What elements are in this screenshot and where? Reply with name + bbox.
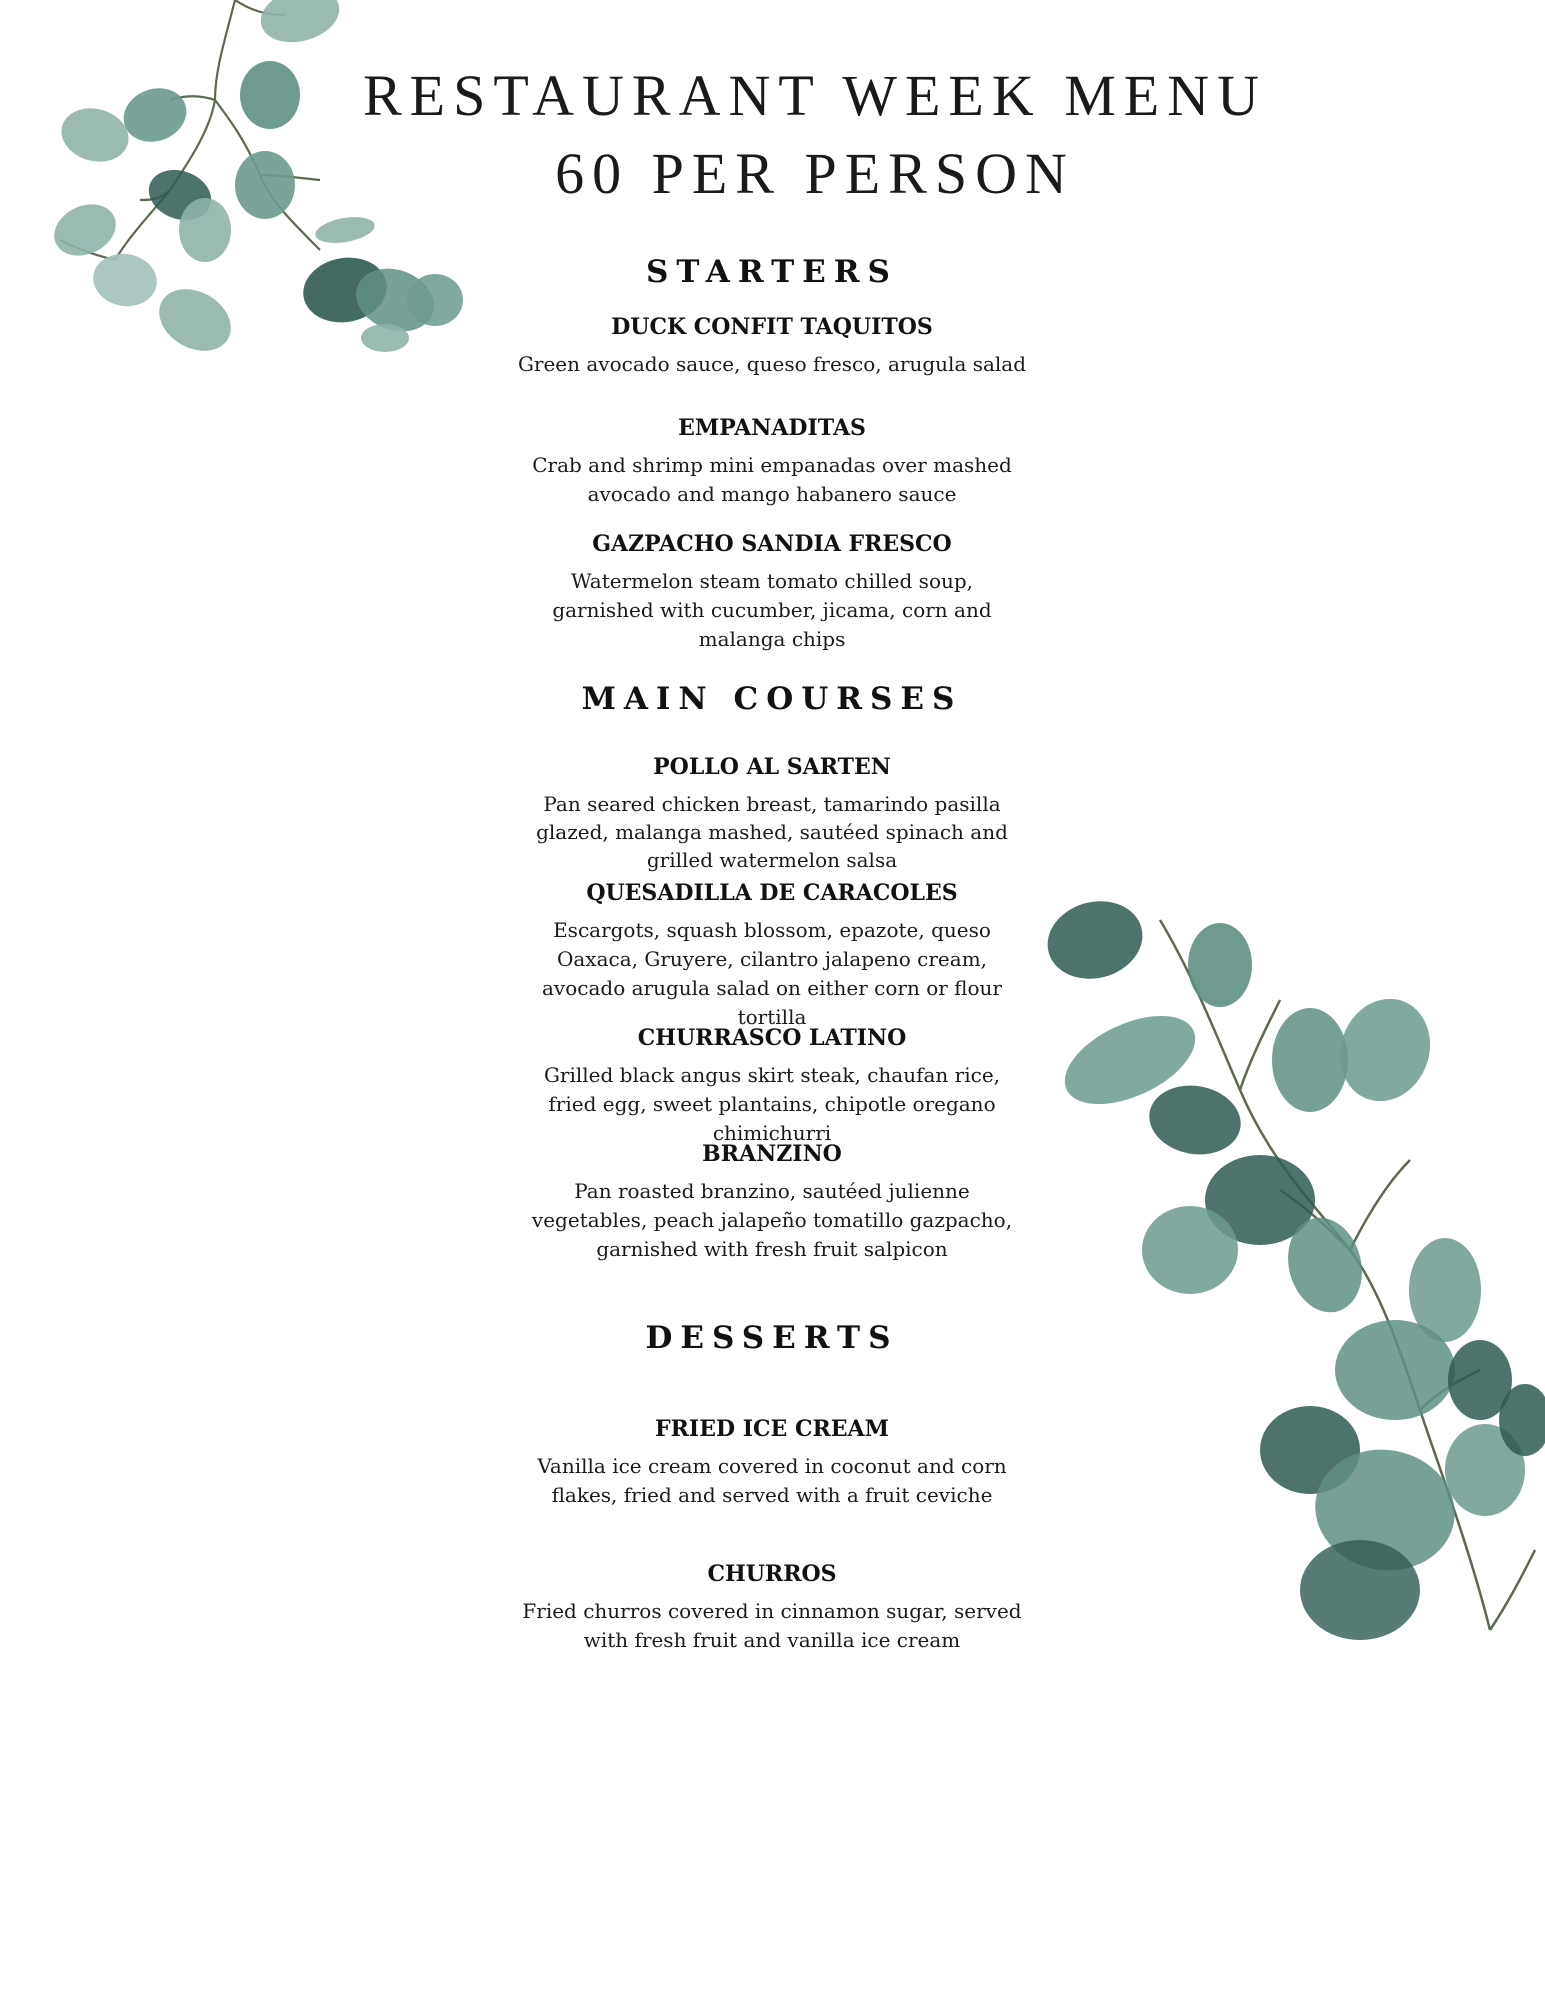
menu-item [472, 1023, 1072, 1148]
menu-item [472, 1559, 1072, 1655]
menu-title: RESTAURANT WEEK MENU [363, 63, 1267, 128]
menu-item-description: Escargots, squash blossom, epazote, queso Oaxaca, Gruyere, cilantro jalapeno cream, avocado arugula salad on either corn or flour tortilla [542, 918, 1002, 1029]
menu-item-description: Green avocado sauce, queso fresco, arugula salad [517, 352, 1027, 376]
menu-item-name: CHURROS [707, 1561, 837, 1587]
menu-item-description: Watermelon steam tomato chilled soup, garnished with cucumber, jicama, corn and malanga chips [552, 569, 992, 651]
menu-item-name: EMPANADITAS [678, 415, 866, 441]
section-title-main-courses: MAIN COURSES [581, 681, 963, 717]
menu-item-description: Grilled black angus skirt steak, chaufan rice, fried egg, sweet plantains, chipotle oregano chimichurri [543, 1063, 1001, 1145]
menu-item [472, 1414, 1072, 1510]
menu-item [472, 1139, 1072, 1264]
menu-price: 60 PER PERSON [555, 141, 1075, 206]
section-title-desserts: DESSERTS [645, 1320, 899, 1356]
menu-content [472, 0, 1072, 2000]
menu-item-name: POLLO AL SARTEN [653, 754, 891, 780]
menu-item [472, 413, 1072, 509]
leaves-right [1039, 891, 1545, 1640]
menu-item-description: Pan roasted branzino, sautéed julienne vegetables, peach jalapeño tomatillo gazpacho, garnished with fresh fruit salpicon [531, 1179, 1013, 1261]
menu-item-description: Vanilla ice cream covered in coconut and corn flakes, fried and served with a fruit ceviche [537, 1454, 1007, 1507]
menu-item [472, 878, 1072, 1032]
menu-item-name: GAZPACHO SANDIA FRESCO [592, 531, 952, 557]
menu-item-name: QUESADILLA DE CARACOLES [586, 880, 958, 906]
menu-item-description: Fried churros covered in cinnamon sugar, served with fresh fruit and vanilla ice cream [522, 1599, 1022, 1652]
menu-item-description: Crab and shrimp mini empanadas over mashed avocado and mango habanero sauce [532, 453, 1012, 506]
section-title-starters: STARTERS [646, 254, 898, 290]
menu-item [472, 312, 1072, 379]
menu-item-name: CHURRASCO LATINO [637, 1025, 907, 1051]
menu-item-name: DUCK CONFIT TAQUITOS [611, 314, 933, 340]
menu-item-name: FRIED ICE CREAM [655, 1416, 889, 1442]
eucalyptus-right-decoration [1010, 870, 1545, 1710]
menu-item-name: BRANZINO [702, 1141, 842, 1167]
menu-item [472, 529, 1072, 654]
menu-item [472, 752, 1072, 874]
menu-item-description: Pan seared chicken breast, tamarindo pasilla glazed, malanga mashed, sautéed spinach and grilled watermelon salsa [536, 792, 1008, 872]
